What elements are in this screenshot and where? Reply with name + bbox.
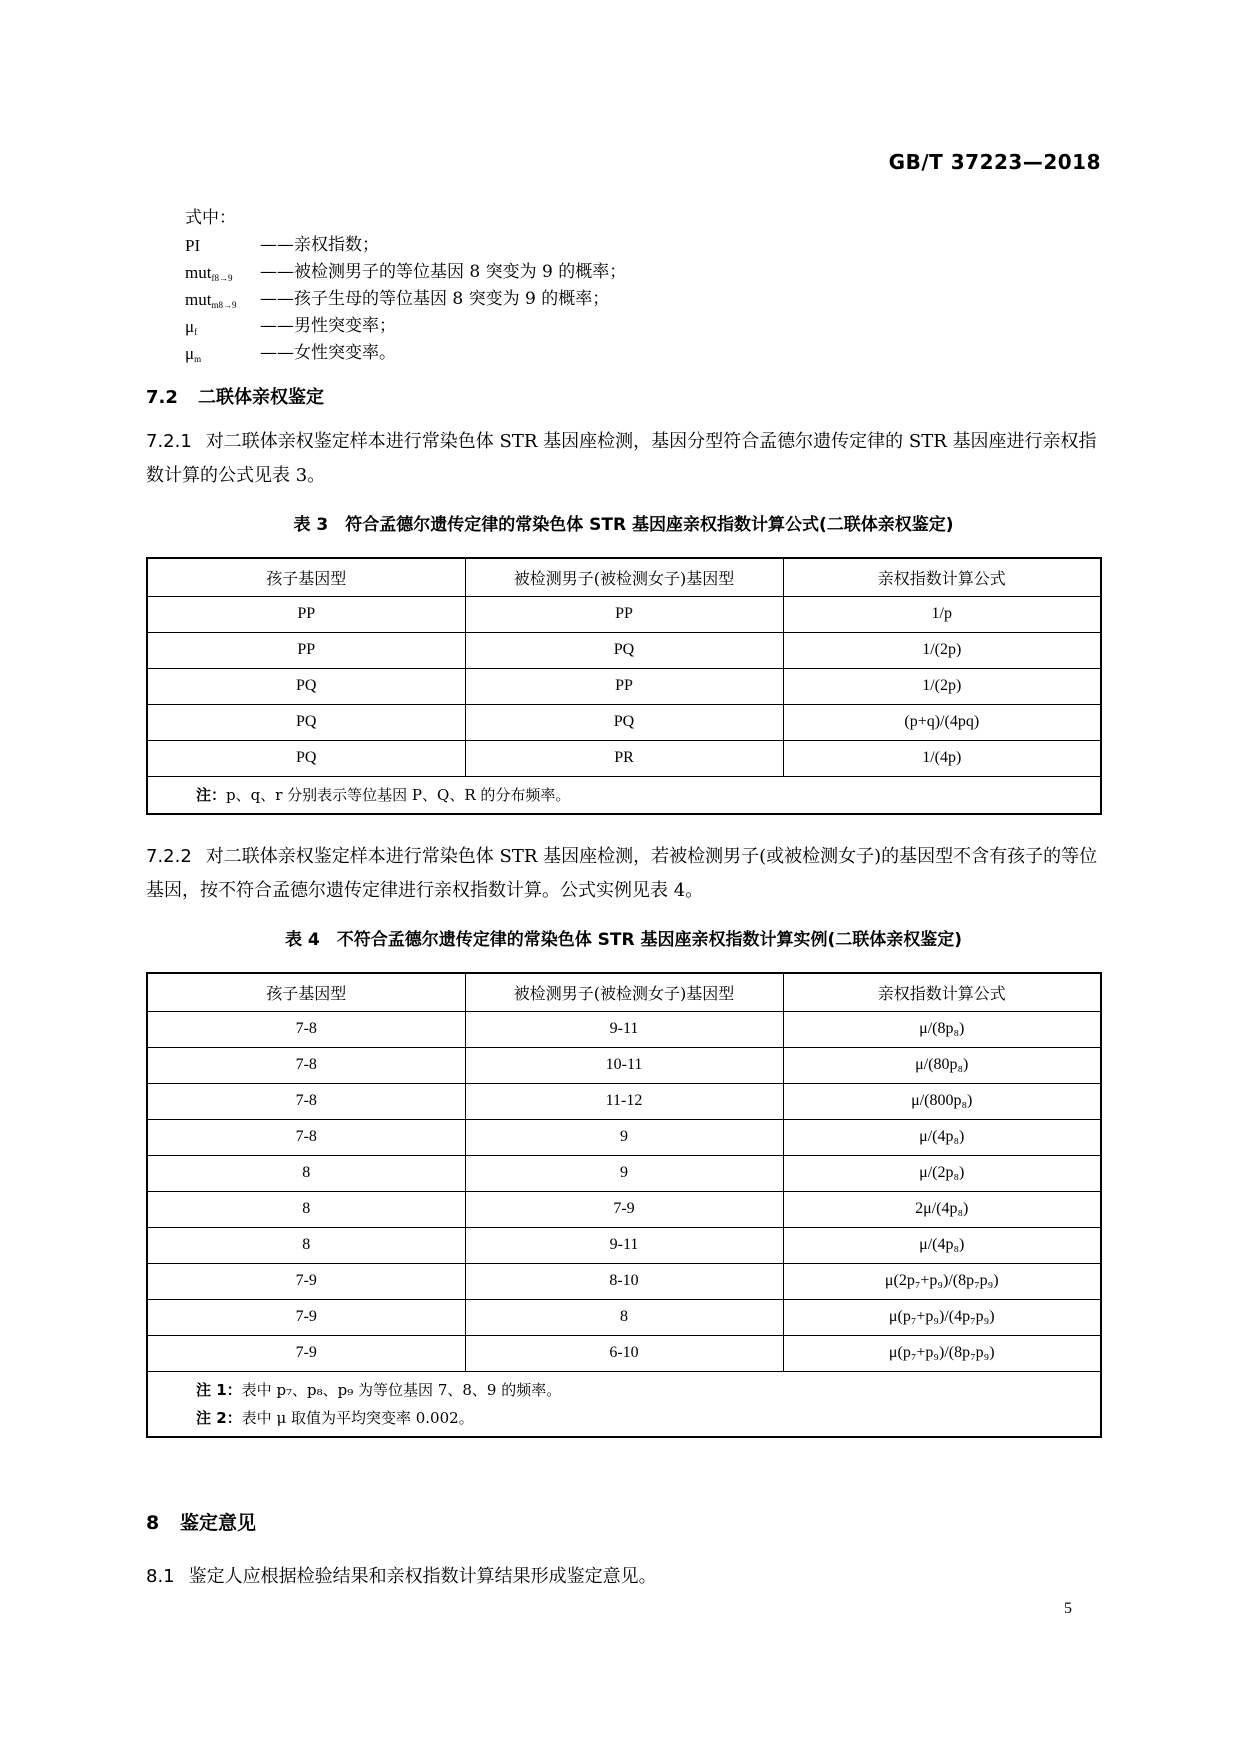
note-label: 注 1： bbox=[196, 1380, 242, 1399]
table-3-caption: 表 3 符合孟德尔遗传定律的常染色体 STR 基因座亲权指数计算公式(二联体亲权鉴定) bbox=[293, 515, 954, 535]
note-text: 表中 μ 取值为平均突变率 0.002。 bbox=[241, 1408, 474, 1427]
section-number: 8 bbox=[146, 1512, 160, 1534]
paragraph-number: 7.2.2 bbox=[146, 846, 192, 867]
legend-description: ——女性突变率。 bbox=[260, 343, 396, 363]
formula-cell: μ/(4p₈) bbox=[783, 1119, 1101, 1155]
tested-genotype-cell: 6-10 bbox=[465, 1335, 783, 1371]
child-genotype-cell: 7-8 bbox=[147, 1083, 465, 1119]
formula-cell: μ/(4p₈) bbox=[783, 1227, 1101, 1263]
legend-description: ——亲权指数； bbox=[260, 235, 379, 255]
tested-genotype-cell: 10-11 bbox=[465, 1047, 783, 1083]
child-genotype-cell: PP bbox=[147, 596, 465, 632]
formula-legend bbox=[185, 205, 626, 367]
table-row bbox=[147, 1227, 1101, 1263]
table-row bbox=[147, 668, 1101, 704]
symbol-subscript: f bbox=[194, 327, 198, 337]
table-note-row bbox=[147, 1371, 1101, 1437]
child-genotype-cell: 7-9 bbox=[147, 1263, 465, 1299]
table-3 bbox=[146, 557, 1102, 815]
header-child-genotype: 孩子基因型 bbox=[147, 558, 465, 596]
child-genotype-cell: PQ bbox=[147, 668, 465, 704]
child-genotype-cell: PP bbox=[147, 632, 465, 668]
legend-description: ——孩子生母的等位基因 8 突变为 9 的概率； bbox=[260, 289, 610, 309]
symbol-main: μ bbox=[185, 344, 195, 363]
child-genotype-cell: 7-8 bbox=[147, 1047, 465, 1083]
note-text: p、q、r 分别表示等位基因 P、Q、R 的分布频率。 bbox=[226, 785, 571, 804]
table-row bbox=[147, 1119, 1101, 1155]
table-row bbox=[147, 1263, 1101, 1299]
table-row bbox=[147, 596, 1101, 632]
formula-cell: μ/(2p₈) bbox=[783, 1155, 1101, 1191]
formula-cell: μ(p₇+p₉)/(8p₇p₉) bbox=[783, 1335, 1101, 1371]
table-header-row bbox=[147, 973, 1101, 1011]
table-row bbox=[147, 1191, 1101, 1227]
child-genotype-cell: 8 bbox=[147, 1191, 465, 1227]
page-number: 5 bbox=[1064, 1600, 1072, 1617]
formula-cell: μ/(800p₈) bbox=[783, 1083, 1101, 1119]
table-row bbox=[147, 740, 1101, 776]
tested-genotype-cell: 8 bbox=[465, 1299, 783, 1335]
legend-symbol bbox=[185, 259, 260, 286]
paragraph-8-1 bbox=[146, 1560, 1101, 1594]
legend-symbol bbox=[185, 313, 260, 340]
table-header-row bbox=[147, 558, 1101, 596]
legend-item bbox=[185, 232, 626, 259]
child-genotype-cell: 7-9 bbox=[147, 1299, 465, 1335]
formula-cell: 1/p bbox=[783, 596, 1101, 632]
child-genotype-cell: 8 bbox=[147, 1227, 465, 1263]
paragraph-text: 对二联体亲权鉴定样本进行常染色体 STR 基因座检测，基因分型符合孟德尔遗传定律的 STR 基因座进行亲权指数计算的公式见表 3。 bbox=[146, 431, 1097, 486]
child-genotype-cell: 7-8 bbox=[147, 1011, 465, 1047]
table-row bbox=[147, 704, 1101, 740]
section-number: 7.2 bbox=[146, 387, 178, 408]
paragraph-number: 7.2.1 bbox=[146, 431, 192, 452]
symbol-subscript: f8→9 bbox=[211, 273, 233, 283]
formula-cell: μ(2p₇+p₉)/(8p₇p₉) bbox=[783, 1263, 1101, 1299]
section-7-2-heading bbox=[146, 383, 324, 409]
tested-genotype-cell: 9-11 bbox=[465, 1011, 783, 1047]
child-genotype-cell: 8 bbox=[147, 1155, 465, 1191]
formula-cell: (p+q)/(4pq) bbox=[783, 704, 1101, 740]
formula-cell: 2μ/(4p₈) bbox=[783, 1191, 1101, 1227]
formula-cell: μ(p₇+p₉)/(4p₇p₉) bbox=[783, 1299, 1101, 1335]
legend-item bbox=[185, 313, 626, 340]
legend-intro: 式中： bbox=[185, 208, 236, 228]
legend-description: ——被检测男子的等位基因 8 突变为 9 的概率； bbox=[260, 262, 627, 282]
header-formula: 亲权指数计算公式 bbox=[783, 973, 1101, 1011]
table-4 bbox=[146, 972, 1102, 1438]
note-label: 注： bbox=[196, 785, 227, 804]
tested-genotype-cell: PP bbox=[465, 668, 783, 704]
legend-symbol bbox=[185, 286, 260, 313]
tested-genotype-cell: 8-10 bbox=[465, 1263, 783, 1299]
table-row bbox=[147, 1047, 1101, 1083]
symbol-subscript: m8→9 bbox=[211, 300, 237, 310]
paragraph-7-2-1 bbox=[146, 425, 1101, 493]
tested-genotype-cell: 7-9 bbox=[465, 1191, 783, 1227]
section-8-heading bbox=[146, 1508, 256, 1535]
table-row bbox=[147, 632, 1101, 668]
formula-cell: μ/(8p₈) bbox=[783, 1011, 1101, 1047]
section-title: 二联体亲权鉴定 bbox=[198, 387, 324, 408]
tested-genotype-cell: 9 bbox=[465, 1119, 783, 1155]
note-text: 表中 p₇、p₈、p₉ 为等位基因 7、8、9 的频率。 bbox=[241, 1380, 562, 1399]
table-notes bbox=[147, 1371, 1101, 1437]
table-note-2 bbox=[196, 1404, 1100, 1432]
table-note-1 bbox=[196, 1376, 1100, 1404]
tested-genotype-cell: 9 bbox=[465, 1155, 783, 1191]
table-row bbox=[147, 1011, 1101, 1047]
header-tested-genotype: 被检测男子(被检测女子)基因型 bbox=[465, 558, 783, 596]
child-genotype-cell: PQ bbox=[147, 740, 465, 776]
tested-genotype-cell: PP bbox=[465, 596, 783, 632]
formula-cell: 1/(2p) bbox=[783, 632, 1101, 668]
symbol-main: PI bbox=[185, 236, 201, 255]
header-tested-genotype: 被检测男子(被检测女子)基因型 bbox=[465, 973, 783, 1011]
note-label: 注 2： bbox=[196, 1408, 242, 1427]
tested-genotype-cell: 9-11 bbox=[465, 1227, 783, 1263]
header-child-genotype: 孩子基因型 bbox=[147, 973, 465, 1011]
symbol-main: mut bbox=[185, 290, 212, 309]
tested-genotype-cell: 11-12 bbox=[465, 1083, 783, 1119]
header-formula: 亲权指数计算公式 bbox=[783, 558, 1101, 596]
child-genotype-cell: PQ bbox=[147, 704, 465, 740]
legend-symbol bbox=[185, 340, 260, 367]
paragraph-text: 鉴定人应根据检验结果和亲权指数计算结果形成鉴定意见。 bbox=[188, 1566, 657, 1587]
tested-genotype-cell: PR bbox=[465, 740, 783, 776]
section-title: 鉴定意见 bbox=[180, 1512, 257, 1534]
symbol-main: μ bbox=[185, 317, 195, 336]
tested-genotype-cell: PQ bbox=[465, 704, 783, 740]
table-4-caption: 表 4 不符合孟德尔遗传定律的常染色体 STR 基因座亲权指数计算实例(二联体亲权鉴定) bbox=[284, 930, 963, 950]
formula-cell: 1/(4p) bbox=[783, 740, 1101, 776]
tested-genotype-cell: PQ bbox=[465, 632, 783, 668]
legend-item bbox=[185, 259, 626, 286]
table-row bbox=[147, 1335, 1101, 1371]
table-note bbox=[147, 776, 1101, 814]
formula-cell: μ/(80p₈) bbox=[783, 1047, 1101, 1083]
legend-description: ——男性突变率； bbox=[260, 316, 396, 336]
paragraph-text: 对二联体亲权鉴定样本进行常染色体 STR 基因座检测，若被检测男子(或被检测女子)的基因型不含有孩子的等位基因，按不符合孟德尔遗传定律进行亲权指数计算。公式实例见表 4。 bbox=[146, 846, 1098, 901]
table-row bbox=[147, 1299, 1101, 1335]
paragraph-number: 8.1 bbox=[146, 1566, 175, 1587]
table-row bbox=[147, 1155, 1101, 1191]
symbol-subscript: m bbox=[194, 354, 202, 364]
legend-item bbox=[185, 340, 626, 367]
standard-code: GB/T 37223—2018 bbox=[888, 150, 1101, 174]
formula-cell: 1/(2p) bbox=[783, 668, 1101, 704]
symbol-main: mut bbox=[185, 263, 212, 282]
table-note-row bbox=[147, 776, 1101, 814]
child-genotype-cell: 7-8 bbox=[147, 1119, 465, 1155]
table-row bbox=[147, 1083, 1101, 1119]
child-genotype-cell: 7-9 bbox=[147, 1335, 465, 1371]
legend-symbol bbox=[185, 232, 260, 259]
legend-item bbox=[185, 286, 626, 313]
paragraph-7-2-2 bbox=[146, 840, 1101, 908]
